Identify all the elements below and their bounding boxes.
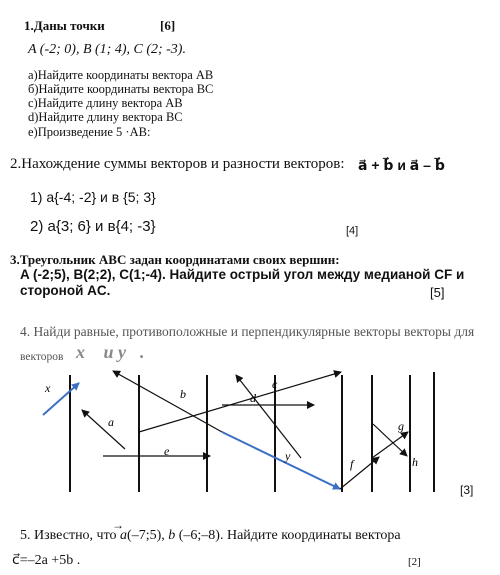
task1-item-c: с)Найдите длину вектора АВ: [28, 96, 183, 110]
vector-b: [113, 371, 222, 432]
label-h: h: [412, 455, 418, 469]
grid-lines: [70, 372, 434, 492]
task1-item-a: а)Найдите координаты вектора АВ: [28, 68, 214, 82]
task1-points: A (-2; 0), B (1; 4), C (2; -3).: [28, 42, 186, 57]
label-y: y: [285, 449, 291, 463]
task2-line2: 2) а{3; 6} и в{4; -3}: [30, 218, 156, 235]
task3-score: [5]: [430, 285, 445, 300]
vector-f: [340, 457, 379, 489]
task5-b: b: [168, 528, 176, 543]
label-x: x: [45, 381, 51, 395]
task5-a: a: [120, 528, 128, 543]
label-b: b: [180, 387, 186, 401]
task3-title: 3.Треугольник ABC задан координатами своих вершин:: [10, 252, 340, 267]
task5-line2: c⃗=–2a +5b .: [12, 553, 81, 568]
task1-title: 1.Даны точки: [24, 18, 105, 33]
label-f: f: [350, 457, 354, 471]
label-d: d: [250, 391, 256, 405]
label-c: c: [272, 377, 278, 391]
task3-body1: A (-2;5), B(2;2), C(1;-4). Найдите острый угол между медианой CF и: [20, 267, 465, 282]
vector-g: [372, 432, 408, 458]
task4-xy: x⃗ и y⃗.: [76, 342, 145, 362]
task5-text2: (–7;5),: [127, 528, 165, 543]
task5-text3: (–6;–8). Найдите координаты вектора: [178, 528, 401, 543]
task4-score: [3]: [460, 483, 474, 497]
vector-a: [82, 410, 125, 449]
task4-subtitle: векторов: [20, 351, 64, 363]
task5-score: [2]: [408, 556, 421, 568]
task1-score: [6]: [160, 18, 176, 33]
task3-body2: стороной AC.: [20, 283, 111, 298]
task2-title: 2.Нахождение суммы векторов и разности векторов:: [10, 156, 345, 172]
task1-item-d: d)Найдите длину вектора ВС: [28, 110, 183, 124]
label-a: a: [108, 415, 114, 429]
task2-score: [4]: [346, 225, 359, 237]
label-e: e: [164, 444, 170, 458]
task2-formula: a⃗ + b⃗ и a⃗ – b⃗: [358, 157, 445, 173]
task4-title: 4. Найди равные, противоположные и перпендикулярные векторы векторы для: [20, 324, 475, 339]
task5-text1: 5. Известно, что: [20, 528, 117, 543]
vector-y: [222, 432, 340, 489]
task1-item-e: е)Произведение 5 ·АВ:: [28, 125, 151, 139]
task1-item-b: б)Найдите координаты вектора ВС: [28, 82, 214, 96]
arrow-over-a-icon: →: [112, 518, 124, 532]
task2-line1: 1) а{-4; -2} и в {5; 3}: [30, 189, 156, 205]
task5-line1: [20, 528, 401, 544]
vector-c: [236, 375, 301, 458]
label-g: g: [398, 419, 404, 433]
